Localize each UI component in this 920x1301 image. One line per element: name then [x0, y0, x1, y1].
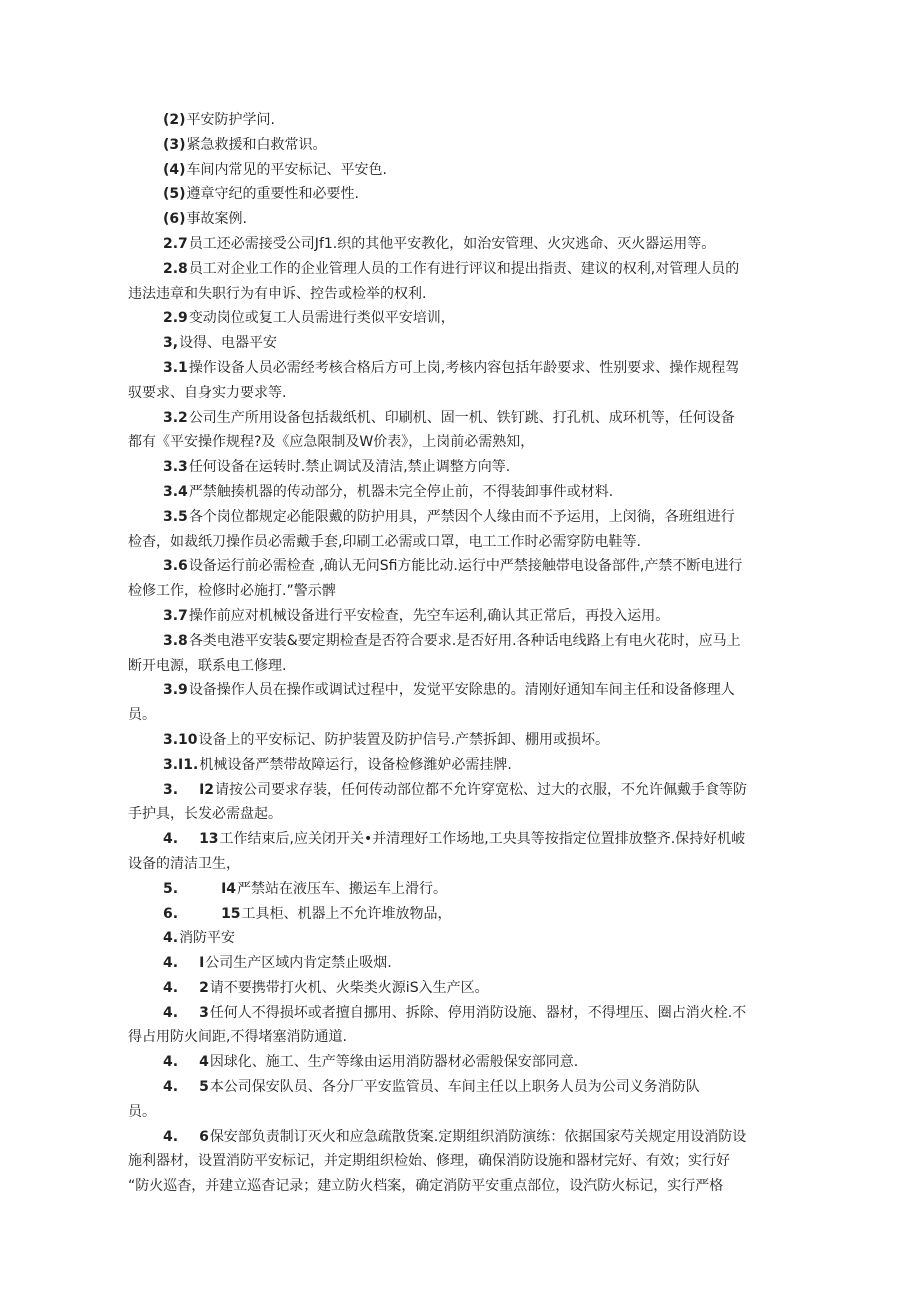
text-line [0, 356, 920, 381]
clause-text: 因球化、施工、生产等缘由运用消防器材必需般保安部同意. [209, 1054, 579, 1071]
clause-number: 4. [163, 1079, 179, 1096]
clause-text: 员工还必需接受公司Jf1.织的其他平安教化，如治安管理、火灾逃命、灭火器运用等。 [188, 235, 716, 252]
text-line [0, 976, 920, 1001]
text-line [0, 530, 920, 555]
clause-number: 3.4 [163, 483, 188, 500]
text-line [0, 455, 920, 480]
clause-text: 请不要携带打火机、火柴类火源iS入生产区。 [209, 979, 489, 996]
clause-text: 遵章守纪的重要性和必要性. [186, 186, 359, 203]
text-line [0, 778, 920, 803]
clause-text: 车间内常见的平安标记、平安色. [186, 161, 387, 178]
clause-number: (3) [163, 136, 186, 153]
clause-number: 4. [163, 955, 179, 972]
text-line [0, 902, 920, 927]
clause-number: (4) [163, 161, 186, 178]
clause-number: 3.9 [163, 682, 188, 699]
clause-text: 各类电港平安装&要定期检查是否符合要求.是否好用.各种话电线路上有电火花时，应马上 [188, 632, 741, 649]
text-line [0, 1100, 920, 1125]
text-line [0, 951, 920, 976]
text-line [0, 728, 920, 753]
text-line [0, 678, 920, 703]
text-line [0, 430, 920, 455]
text-line [0, 505, 920, 530]
clause-number: 2.9 [163, 310, 188, 327]
clause-text: 各个岗位都规定必能限戴的防护用具，严禁因个人缘由而不予运用，上闵徜，各班组进行 [188, 508, 735, 525]
clause-subnumber: 4 [199, 1054, 209, 1071]
clause-text: 违法违章和失职行为有申诉、控告或检举的权利. [128, 285, 427, 302]
clause-text: 任何设备在运转时.禁止调试及清洁,禁止调整方向等. [188, 459, 511, 476]
clause-number: 4. [163, 930, 179, 947]
clause-number: 4. [163, 979, 179, 996]
clause-number: 4. [163, 1128, 179, 1145]
clause-subnumber: 15 [221, 905, 241, 922]
clause-subnumber: 2 [199, 979, 209, 996]
text-line [0, 182, 920, 207]
clause-text: 紧急救援和白救常识。 [186, 136, 327, 153]
text-line [0, 604, 920, 629]
clause-text: 公司生产所用设备包括裁纸机、印刷机、固一机、铁钉跳、打孔机、成环机等，任何设备 [188, 409, 735, 426]
clause-text: 消防平安 [179, 930, 236, 947]
text-line [0, 654, 920, 679]
clause-text: 请按公司要求存装，任何传动部位都不允许穿宽松、过大的衣服，不允许佩戴手食等防 [215, 781, 748, 798]
text-line [0, 232, 920, 257]
clause-text: 操作设备人员必需经考核合格后方可上岗,考核内容包括年龄要求、性别要求、操作规程驾 [188, 359, 740, 376]
clause-text: 员工对企业工作的企业管理人员的工作有进行评议和提出指责、建议的权利,对管理人员的 [188, 260, 740, 277]
clause-text: 机械设备严禁带故障运行，设备检修潍妒必需挂牌. [199, 756, 512, 773]
clause-number: 3. [163, 781, 179, 798]
text-line [0, 1174, 920, 1199]
clause-subnumber: 13 [199, 831, 219, 848]
clause-text: 得占用防火间距,不得堵塞消防通道. [128, 1029, 347, 1046]
clause-subnumber: 3 [199, 1004, 209, 1021]
text-line [0, 257, 920, 282]
clause-text: 任何人不得损坏或者擅自挪用、拆除、停用消防设施、器材，不得埋压、圈占消火栓.不 [209, 1004, 747, 1021]
text-line [0, 753, 920, 778]
clause-text: 严禁站在液压车、搬运车上滑行。 [237, 880, 448, 897]
clause-text: 设备的清洁卫生， [128, 855, 240, 872]
clause-text: 手护具，长发必需盘起。 [128, 806, 282, 823]
clause-number: 3.10 [163, 731, 198, 748]
text-line [0, 1149, 920, 1174]
text-line [0, 1075, 920, 1100]
clause-number: 4. [163, 1004, 179, 1021]
text-line [0, 926, 920, 951]
clause-text: 设备运行前必需检查 ,确认无问Sfi方能比动.运行中严禁接触帯电设备部件,产禁不断电进行 [188, 558, 743, 575]
clause-text: 驭要求、自身实力要求等. [128, 384, 287, 401]
text-line [0, 282, 920, 307]
clause-subnumber: I2 [199, 781, 215, 798]
clause-subnumber: 5 [199, 1079, 209, 1096]
clause-number: 3.3 [163, 459, 188, 476]
text-line [0, 480, 920, 505]
clause-text: 本公司保安队员、各分厂平安监管员、车间主任以上职务人员为公司义务消防队 [209, 1079, 700, 1096]
text-line [0, 1125, 920, 1150]
clause-number: 3.5 [163, 508, 188, 525]
text-line [0, 158, 920, 183]
clause-text: 断开电源，联系电工修理. [128, 657, 287, 674]
clause-number: (6) [163, 211, 186, 228]
text-line [0, 306, 920, 331]
clause-text: 设得、电器平安 [179, 335, 278, 352]
text-line [0, 108, 920, 133]
clause-text: 设备上的平安标记、防护装置及防护信号.产禁拆卸、棚用或损坏。 [198, 731, 609, 748]
clause-subnumber: I [199, 955, 205, 972]
text-line [0, 703, 920, 728]
clause-number: (5) [163, 186, 186, 203]
text-line [0, 207, 920, 232]
text-line [0, 1001, 920, 1026]
text-line [0, 827, 920, 852]
clause-number: 3.7 [163, 607, 188, 624]
text-line [0, 1050, 920, 1075]
clause-number: 3, [163, 335, 179, 352]
text-line [0, 331, 920, 356]
clause-text: 保安部负责制订灭火和应急疏散货案.定期组织消防演练：依据国家芍关规定用设消防设 [209, 1128, 747, 1145]
clause-number: 2.8 [163, 260, 188, 277]
clause-subnumber: 6 [199, 1128, 209, 1145]
clause-text: 平安防护学问. [186, 112, 275, 128]
clause-number: (2) [163, 112, 186, 128]
text-line [0, 802, 920, 827]
clause-text: 公司生产区域内肯定禁止吸烟. [205, 955, 392, 972]
clause-number: 3.8 [163, 632, 188, 649]
clause-text: 检修工作，检修时必施打.”警示髀 [128, 583, 336, 600]
clause-text: 检杳，如裁纸刀操作员必需戴手套,印刷工必需或口罩，电工工作时必需穿防电鞋等. [128, 533, 641, 550]
clause-number: 4. [163, 831, 179, 848]
clause-number: 3.1 [163, 359, 188, 376]
text-line [0, 1025, 920, 1050]
text-line [0, 852, 920, 877]
clause-number: 2.7 [163, 235, 188, 252]
clause-text: 工作结束后,应关闭开关•并清理好工作场地,工央具等按指定位置排放整齐.保持好机岥 [219, 831, 746, 848]
clause-text: 员。 [128, 707, 156, 724]
clause-number: 3.2 [163, 409, 188, 426]
clause-text: “防火巡杳，并建立巡杳记录；建立防火档案，确定消防平安重点部位，设汽防火标记，实行严格 [128, 1178, 724, 1195]
clause-text: 都有《平安操作规程?及《应急限制及W价表》，上岗前必需熟知， [128, 434, 535, 451]
text-line [0, 579, 920, 604]
text-line [0, 554, 920, 579]
text-line [0, 133, 920, 158]
clause-number: 4. [163, 1054, 179, 1071]
clause-number: 3.6 [163, 558, 188, 575]
clause-number: 3.I1. [163, 756, 199, 773]
clause-number: 6. [163, 905, 179, 922]
clause-subnumber: I4 [221, 880, 237, 897]
clause-text: 工具柜、机器上不允许堆放物品， [241, 905, 452, 922]
clause-text: 操作前应对机械设备进行平安检查，先空车运利,确认其正常后，再投入运用。 [188, 607, 670, 624]
clause-text: 设备操作人员在操作或调试过程中，发觉平安除患的。清刚好通知车间主任和设备修理人 [188, 682, 735, 699]
clause-number: 5. [163, 880, 179, 897]
clause-text: 事故案例. [186, 211, 247, 228]
text-line [0, 381, 920, 406]
clause-text: 员。 [128, 1103, 156, 1120]
text-line [0, 877, 920, 902]
document-body [0, 108, 920, 1199]
clause-text: 变动岗位或复工人员需进行类似平安培训， [188, 310, 455, 327]
text-line [0, 629, 920, 654]
text-line [0, 406, 920, 431]
clause-text: 严禁触揍机器的传动部分，机器未完全停止前，不得装卸事件或材料. [188, 483, 614, 500]
clause-text: 施利器材，设置消防平安标记，并定期组织检始、修理，确保消防设施和器材完好、有效；实行好 [128, 1153, 730, 1170]
